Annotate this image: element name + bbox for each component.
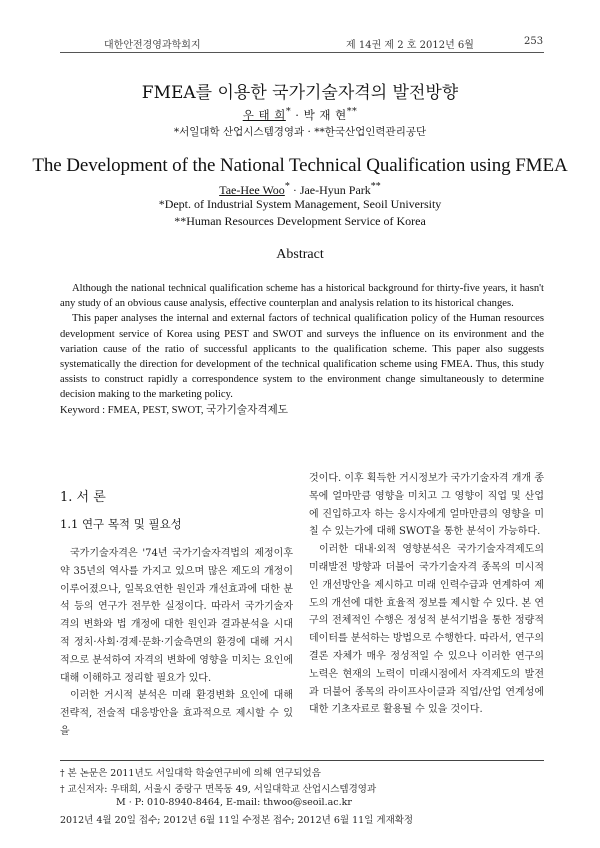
left-paragraph-1: 국가기술자격은 '74년 국가기술자격법의 제정이후 약 35년의 역사를 가지고 있으며 많은 제도의 개정이 이루어졌으나, 일목요연한 원인과 개선효과에 대한 분석 등의 연구가 전무한 실정이다. 따라서 국가기술자격의 변화와 법 개정에 대한 원인과 결과분석을 시대적 정치·사회·경제·문화·기술측면의 환경에 대해 거시적으로 분석하여 자격의 변화에 영향을 미치는 요인에 대해 이해하고 정리할 필요가 있다.: [60, 548, 293, 684]
footnote-dagger-1: †: [60, 769, 65, 779]
section-1-title: 1. 서 론: [60, 490, 106, 505]
page-number: 253: [524, 36, 544, 47]
english-affiliation-2: **Human Resources Development Service of Korea: [174, 214, 426, 228]
left-paragraph-2: 이러한 거시적 분석은 미래 환경변화 요인에 대해 전략적, 전술적 대응방안을 효과적으로 제시할 수 있을: [60, 690, 293, 737]
footnote-corresponding-text: 교신저자: 우태희, 서울시 중랑구 면목동 49, 서일대학교 산업시스템경영과: [67, 784, 377, 795]
footnote-funding: [60, 765, 321, 779]
journal-name: 대한안전경영과학회지: [104, 40, 201, 51]
korean-author-1-mark: *: [285, 106, 292, 117]
footnote-dagger-2: †: [60, 785, 65, 795]
left-column: [60, 545, 293, 741]
right-paragraph-1: 것이다. 이후 획득한 거시정보가 국가기술자격 개개 종목에 얼마만큼 영향을 미치고 그 영향이 직업 및 산업에 진입하고자 하는 응시자에게 얼마만큼의 영향을 미칠 수 있는가에 대해 SWOT을 통한 분석이 가능하다.: [309, 473, 544, 538]
right-paragraph-2: 이러한 대내·외적 영향분석은 국가기술자격제도의 미래발전 방향과 더불어 국가기술자격 종목의 미시적인 개선방안을 제시하고 미래 인력수급과 연계하여 제도의 개선에 대한 효율적 정보를 제시할 수 있다. 본 연구의 전체적인 수행은 정성적 분석기법을 통한 정량적 데이터를 분석하는 방법으로 수행한다. 따라서, 연구의 결론 자체가 매우 정성적일 수 있으나 이러한 연구의 노력은 현재의 노력이 미래시점에서 자격제도의 발전과 더불어 종목의 라이프사이클과 직업/산업 연계성에 대한 기초자료로 활용될 수 있을 것이다.: [309, 544, 544, 716]
abstract-paragraph-1: Although the national technical qualification scheme has a historical background for thirty-five years, it hasn't any study of an obvious cause analysis, effective counterplan and analysis relation to its historical changes.: [60, 283, 544, 310]
korean-authors: [0, 106, 600, 123]
footnote-dates: 2012년 4월 20일 접수; 2012년 6월 11일 수정본 접수; 2012년 6월 11일 게재확정: [60, 815, 414, 826]
korean-affiliation: *서일대학 산업시스템경영과 · **한국산업인력관리공단: [173, 126, 427, 138]
korean-author-2-mark: **: [346, 106, 358, 117]
footnote-contact: M · P: 010-8940-8464, E-mail: thwoo@seoil.ac.kr: [116, 797, 352, 808]
header-rule: [60, 52, 544, 53]
korean-author-separator: ·: [291, 107, 304, 122]
korean-author-1: 우 태 희: [242, 107, 286, 122]
issue-info: 제 14권 제 2 호 2012년 6월: [346, 40, 474, 51]
footnote-rule: [60, 760, 544, 761]
english-affiliation-1: *Dept. of Industrial System Management, Seoil University: [158, 197, 442, 211]
footnote-corresponding: [60, 781, 376, 795]
english-authors: [0, 181, 600, 198]
footnote-funding-text: 본 논문은 2011년도 서일대학 학술연구비에 의해 연구되었음: [67, 768, 321, 779]
keywords: Keyword : FMEA, PEST, SWOT, 국가기술자격제도: [60, 404, 289, 416]
english-author-1-mark: *: [284, 181, 290, 192]
english-author-separator: ·: [289, 183, 300, 197]
english-author-1: Tae-Hee Woo: [219, 183, 285, 197]
right-column: [309, 470, 544, 719]
english-author-2-mark: **: [370, 181, 381, 192]
section-1-1-title: 1.1 연구 목적 및 필요성: [60, 517, 182, 531]
korean-title: FMEA를 이용한 국가기술자격의 발전방향: [141, 83, 459, 103]
english-title: The Development of the National Technical Qualification using FMEA: [32, 155, 568, 176]
korean-author-2: 박 재 현: [303, 107, 347, 122]
english-author-2: Jae-Hyun Park: [299, 183, 371, 197]
abstract-paragraph-2: This paper analyses the internal and external factors of technical qualification policy of the Human resources development service of Korea using PEST and SWOT and surveys the influence on its environment and the variation cause of the ratio of successful applicants to the qualification scheme. This paper also suggests systematically the direction for development of the technical qualification scheme using FMEA. Thus, this study assists to construct rapidly a correspondence system to the environment change simultaneously to determine decision making to the marketing policy.: [60, 313, 544, 401]
abstract-heading: Abstract: [276, 247, 324, 262]
abstract-body: [60, 281, 544, 418]
